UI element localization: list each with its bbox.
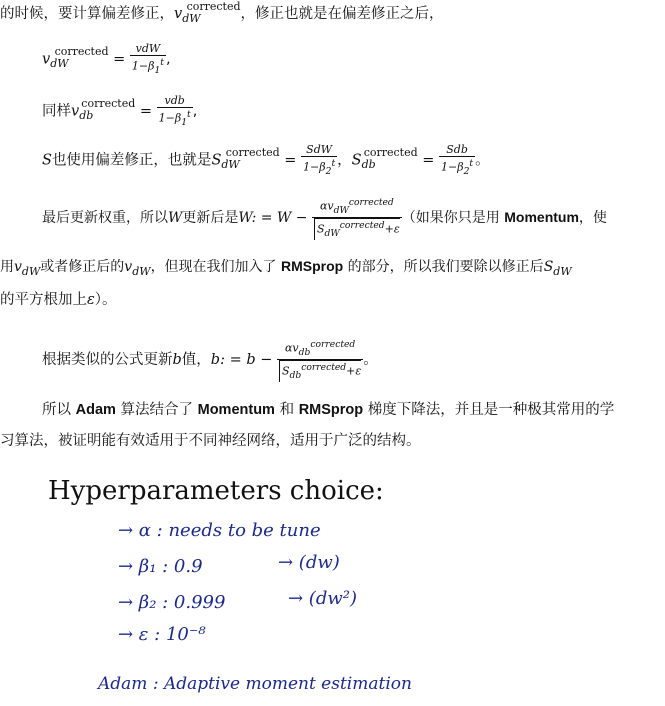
text: 所以 [42,402,76,418]
num-sub: db [170,94,185,107]
term-rmsprop: RMSprop [298,402,364,418]
den: 1−β [131,59,155,73]
text: 的部分，所以我们要除以修正后 [343,259,544,275]
fraction [157,94,193,129]
text: 梯度下降法，并且是一种极其常用的学 [363,402,615,418]
paragraph-line-1 [0,0,444,25]
handwritten-beta2: → β₂ : 0.999 [118,592,226,613]
math-var: W [168,209,183,226]
den-sup: corrected [301,361,347,373]
equals-sign: = [284,152,302,169]
den: S [316,222,325,236]
math-sup: corrected [363,146,418,160]
math-sub: dW [21,265,41,278]
text: 习算法，被证明能有效适用于不同神经网络，适用于广泛的结构。 [0,433,421,449]
paragraph-line-6 [0,256,572,278]
text: 和 [274,402,299,418]
num-sub: dW [313,143,333,156]
den-sup: t [187,109,191,120]
num-sub: db [298,346,311,358]
punct: ， [337,152,352,169]
math-var: b [172,351,182,368]
fraction [312,196,402,240]
text: 根据类似的公式更新 [42,351,173,368]
punct: 。 [363,351,378,368]
den: 1−β [303,160,326,174]
term-momentum: Momentum [504,208,579,225]
math-expr: W: = W − [238,209,308,226]
fraction [439,143,475,178]
term-rmsprop: RMSprop [281,258,344,274]
math-sup: corrected [186,0,241,13]
num: αv [319,199,334,213]
den-sup: t [331,158,336,169]
handwritten-beta1: → β₁ : 0.9 [118,556,203,577]
den-sub: dW [324,227,340,239]
equals-sign: = [422,152,440,169]
handwritten-beta1-dw: → (dw) [278,552,340,573]
text: 也使用偏差修正，也就是 [51,152,212,169]
handwritten-alpha: → α : needs to be tune [118,520,321,541]
den-sub: 1 [181,116,188,128]
text: ）。 [94,292,117,308]
math-var: v [124,259,133,275]
punct: , [192,103,198,120]
num: v [135,42,142,55]
handwritten-epsilon: → ε : 10⁻⁸ [118,624,206,645]
math-sub: db [79,109,94,123]
math-sup: corrected [225,146,280,160]
paragraph-adam-2 [0,431,421,451]
math-var: ε [87,292,95,308]
den-tail: +ε [384,222,400,236]
den-sup: t [469,158,474,169]
paragraph-line-7 [0,290,117,310]
text: 用 [0,259,14,275]
num: v [164,94,171,107]
den-sup: corrected [339,219,385,231]
math-var: S [351,152,362,169]
handwritten-beta2-dw2: → (dw²) [288,588,357,609]
text: 值， [181,351,211,368]
term-adam: Adam [75,402,116,418]
den-sup: t [160,57,164,68]
math-sub: dW [50,57,69,71]
text: ，但现在我们加入了 [150,259,282,275]
math-sub: dW [132,265,151,278]
term-momentum: Momentum [197,402,275,418]
den: S [281,364,290,378]
math-sub: db [361,158,376,172]
punct: , [165,51,171,68]
equation-vdw-corrected [42,42,171,77]
math-var: v [71,103,80,120]
equals-sign: = [113,51,130,68]
handwritten-adam: Adam : Adaptive moment estimation [98,674,412,694]
math-sub: dW [182,12,201,25]
text: 或者修正后的 [40,259,125,275]
update-b-line [42,338,378,382]
text: 更新后是 [182,209,239,226]
math-sub: dW [553,265,572,278]
paragraph-adam-1 [42,400,614,420]
punct: 。 [475,152,490,169]
fraction [301,143,337,178]
equation-vdb-corrected [42,94,197,129]
fraction [130,42,166,77]
math-var: v [42,51,51,68]
equation-s-corrected [42,143,490,178]
den-sub: db [289,369,302,381]
text: ，使 [578,209,607,226]
text: 的时候，要计算偏差修正， [0,6,174,22]
sqrt [279,360,361,382]
num-sup: corrected [310,339,356,350]
math-expr: b: = b − [210,351,273,368]
math-var: v [14,259,22,275]
math-sup: corrected [54,45,109,59]
text: 算法结合了 [115,402,198,418]
equals-sign: = [139,103,157,120]
text: ，修正也就是在偏差修正之后， [240,6,444,22]
den: 1−β [441,160,464,174]
num: S [446,143,454,156]
sqrt [314,218,400,240]
math-var: v [174,6,183,22]
den-sub: 1 [154,64,161,76]
math-sub: dW [221,158,240,172]
slide-title: Hyperparameters choice: [48,476,384,506]
fraction [277,338,363,382]
math-var: S [543,259,554,275]
math-sup: corrected [81,97,136,111]
num-sub: dW [333,204,349,216]
den: 1−β [158,111,182,125]
num: S [306,143,314,156]
text: 同样 [42,103,71,120]
den-tail: +ε [346,364,362,378]
math-var: S [42,152,52,169]
num-sub: db [453,143,468,156]
math-var: S [211,152,222,169]
text: 的平方根加上 [0,292,87,308]
num-sub: dW [141,42,161,55]
text: 最后更新权重，所以 [42,209,168,226]
num-sup: corrected [348,197,394,208]
den-sub: 2 [463,165,470,177]
num: αv [284,341,299,355]
den-sub: 2 [325,165,332,177]
text: （如果你只是用 [401,209,505,226]
update-w-line [42,196,607,240]
